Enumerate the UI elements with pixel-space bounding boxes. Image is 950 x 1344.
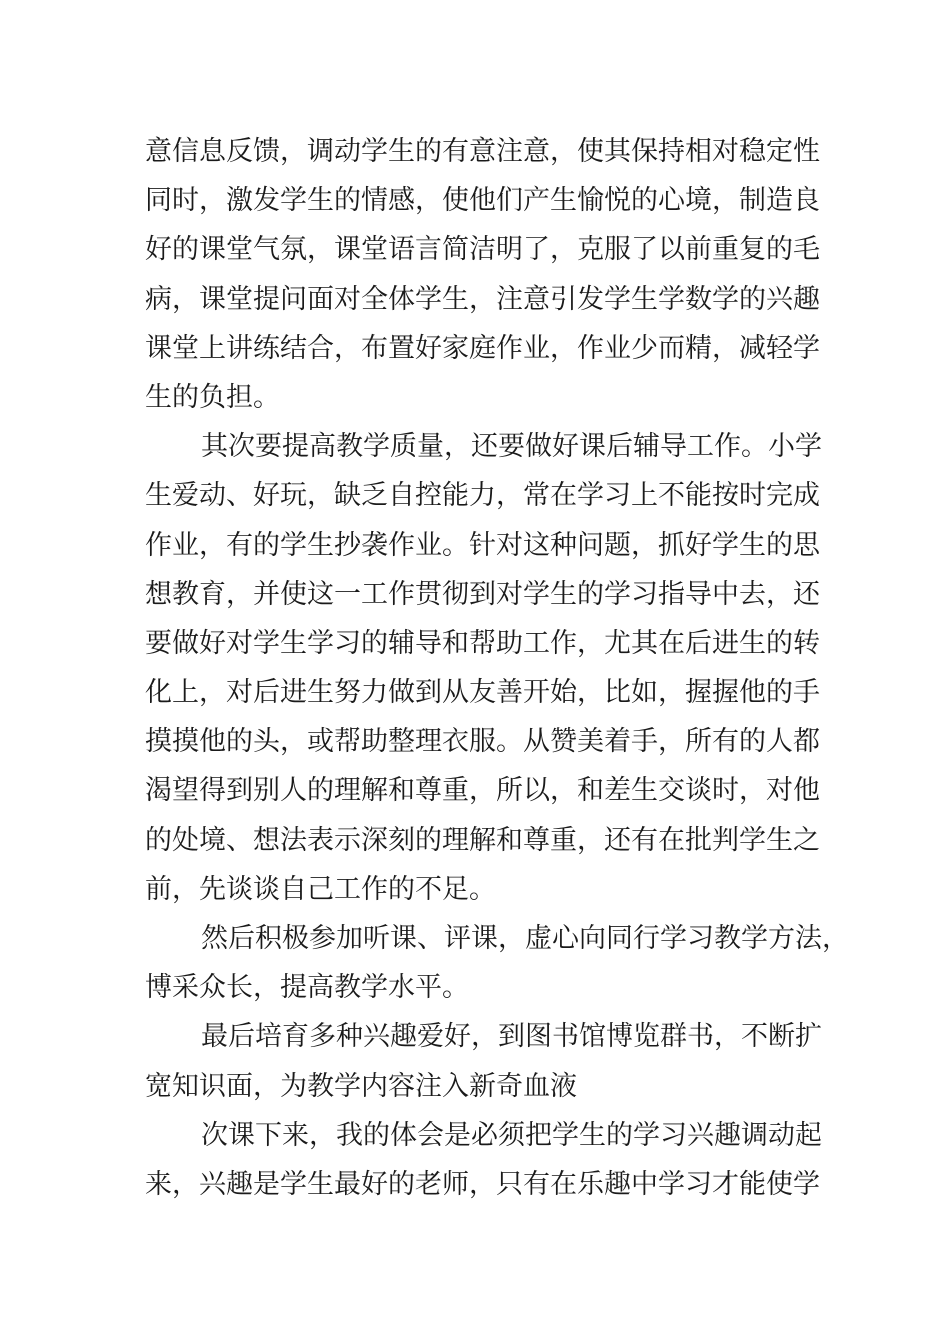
text-line: 意信息反馈，调动学生的有意注意，使其保持相对稳定性 bbox=[145, 136, 820, 167]
text-line: 化上，对后进生努力做到从友善开始，比如，握握他的手 bbox=[145, 677, 820, 709]
text-line: 博采众长，提高教学水平。 bbox=[145, 972, 469, 1004]
text-line: 渴望得到别人的理解和尊重，所以，和差生交谈时，对他 bbox=[145, 775, 820, 807]
text-line: 摸摸他的头，或帮助整理衣服。从赞美着手，所有的人都 bbox=[145, 726, 820, 758]
text-line: 生爱动、好玩，缺乏自控能力，常在学习上不能按时完成 bbox=[145, 480, 820, 512]
text-line: 好的课堂气氛，课堂语言简洁明了，克服了以前重复的毛 bbox=[145, 234, 820, 266]
text-line: 来，兴趣是学生最好的老师，只有在乐趣中学习才能使学 bbox=[145, 1168, 820, 1200]
text-line: 的处境、想法表示深刻的理解和尊重，还有在批判学生之 bbox=[145, 824, 820, 856]
text-line: 作业，有的学生抄袭作业。针对这种问题，抓好学生的思 bbox=[145, 529, 820, 561]
paragraph-start-line: 其次要提高教学质量，还要做好课后辅导工作。小学 bbox=[201, 431, 822, 463]
paragraph-start-line: 然后积极参加听课、评课，虚心向同行学习教学方法， bbox=[201, 923, 849, 954]
text-line: 同时，激发学生的情感，使他们产生愉悦的心境，制造良 bbox=[145, 185, 820, 217]
text-line: 宽知识面，为教学内容注入新奇血液 bbox=[145, 1070, 577, 1102]
text-line: 课堂上讲练结合，布置好家庭作业，作业少而精，减轻学 bbox=[145, 332, 820, 364]
paragraph-start-line: 次课下来，我的体会是必须把学生的学习兴趣调动起 bbox=[201, 1119, 822, 1151]
text-line: 要做好对学生学习的辅导和帮助工作，尤其在后进生的转 bbox=[145, 627, 820, 659]
text-line: 生的负担。 bbox=[145, 381, 280, 413]
text-line: 病，课堂提问面对全体学生，注意引发学生学数学的兴趣 bbox=[145, 283, 820, 315]
text-line: 前，先谈谈自己工作的不足。 bbox=[145, 873, 496, 905]
paragraph-start-line: 最后培育多种兴趣爱好，到图书馆博览群书，不断扩 bbox=[201, 1021, 822, 1053]
body-text bbox=[145, 127, 849, 1209]
text-line: 想教育，并使这一工作贯彻到对学生的学习指导中去，还 bbox=[145, 578, 820, 610]
